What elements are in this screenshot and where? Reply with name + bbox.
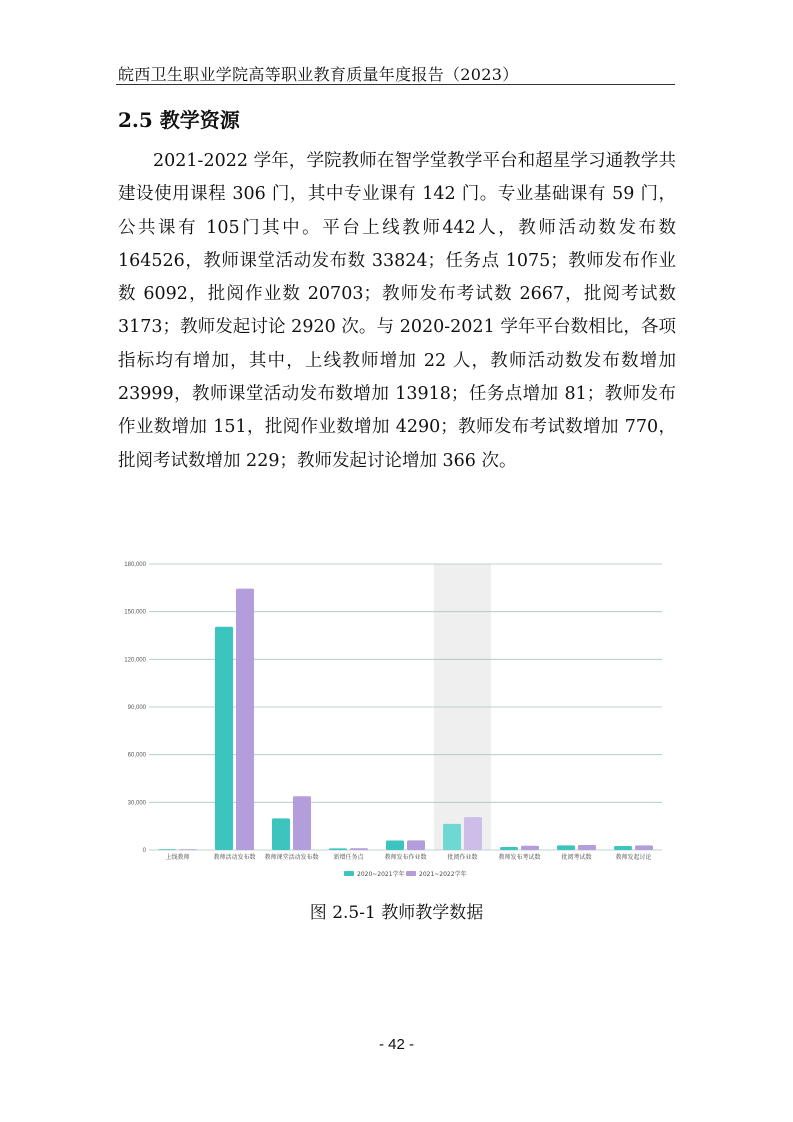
page-header: 皖西卫生职业学院高等职业教育质量年度报告（2023）	[118, 65, 519, 84]
bar-1	[500, 847, 518, 850]
bar-2	[293, 796, 311, 850]
y-tick-label: 180,000	[124, 562, 146, 568]
legend-swatch	[406, 871, 416, 876]
bar-1	[386, 841, 404, 850]
bar-1	[215, 627, 233, 850]
x-category-label: 批阅考试数	[561, 854, 592, 861]
x-category-label: 批阅作业数	[447, 854, 478, 861]
figure-caption: 图 2.5-1 教师教学数据	[309, 903, 484, 923]
bar-2	[350, 848, 368, 850]
legend-label: 2020~2021学年	[357, 871, 405, 878]
bar-chart-svg	[112, 558, 672, 888]
x-category-label: 教师发布作业数	[384, 854, 427, 861]
x-category-label: 新增任务点	[333, 854, 364, 861]
bar-1	[272, 818, 290, 850]
page-number: - 42 -	[378, 1036, 414, 1053]
bar-2	[236, 589, 254, 850]
legend-label: 2021~2022学年	[419, 871, 467, 878]
y-tick-label: 120,000	[124, 657, 146, 664]
bar-2	[521, 846, 539, 850]
bar-2	[464, 817, 482, 850]
bar-2	[635, 845, 653, 850]
section-title: 2.5 教学资源	[118, 108, 240, 132]
teaching-data-chart	[112, 558, 672, 888]
y-tick-label: 30,000	[127, 800, 146, 807]
bar-2	[578, 845, 596, 850]
bar-2	[179, 849, 197, 850]
x-category-label: 教师活动发布数	[213, 854, 256, 861]
bar-1	[158, 849, 176, 850]
bar-1	[329, 848, 347, 850]
x-category-label: 教师课堂活动发布数	[264, 854, 319, 861]
bar-1	[614, 846, 632, 850]
x-category-label: 教师发布考试数	[498, 854, 541, 861]
y-tick-label: 150,000	[124, 609, 146, 616]
x-category-label: 教师发起讨论	[615, 854, 652, 861]
body-paragraph: 2021-2022 学年，学院教师在智学堂教学平台和超星学习通教学共建设使用课程 306 门，其中专业课有 142 门。专业基础课有 59 门，公共课有 105门其中。平台上线教师442人，教师活动数发布数164526，教师课堂活动发布数 33824；任务点 1075；教师发布作业数 6092，批阅作业数 20703；教师发布考试数 2667，批阅考试数 3173；教师发起讨论 2920 次。与 2020-2021 学年平台数相比，各项指标均有增加，其中，上线教师增加 22 人，教师活动数发布数增加 23999，教师课堂活动发布数增加 13918；任务点增加 81；教师发布作业数增加 151，批阅作业数增加 4290；教师发布考试数增加 770，批阅考试数增加 229；教师发起讨论增加 366 次。	[118, 151, 676, 471]
header-rule	[116, 84, 675, 85]
y-tick-label: 90,000	[127, 705, 146, 711]
bar-2	[407, 840, 425, 850]
y-tick-label: 0	[142, 848, 146, 854]
bar-1	[557, 845, 575, 850]
legend-swatch	[344, 871, 354, 876]
x-category-label: 上线教师	[165, 854, 190, 861]
bar-1	[443, 824, 461, 850]
y-tick-label: 60,000	[127, 752, 146, 759]
